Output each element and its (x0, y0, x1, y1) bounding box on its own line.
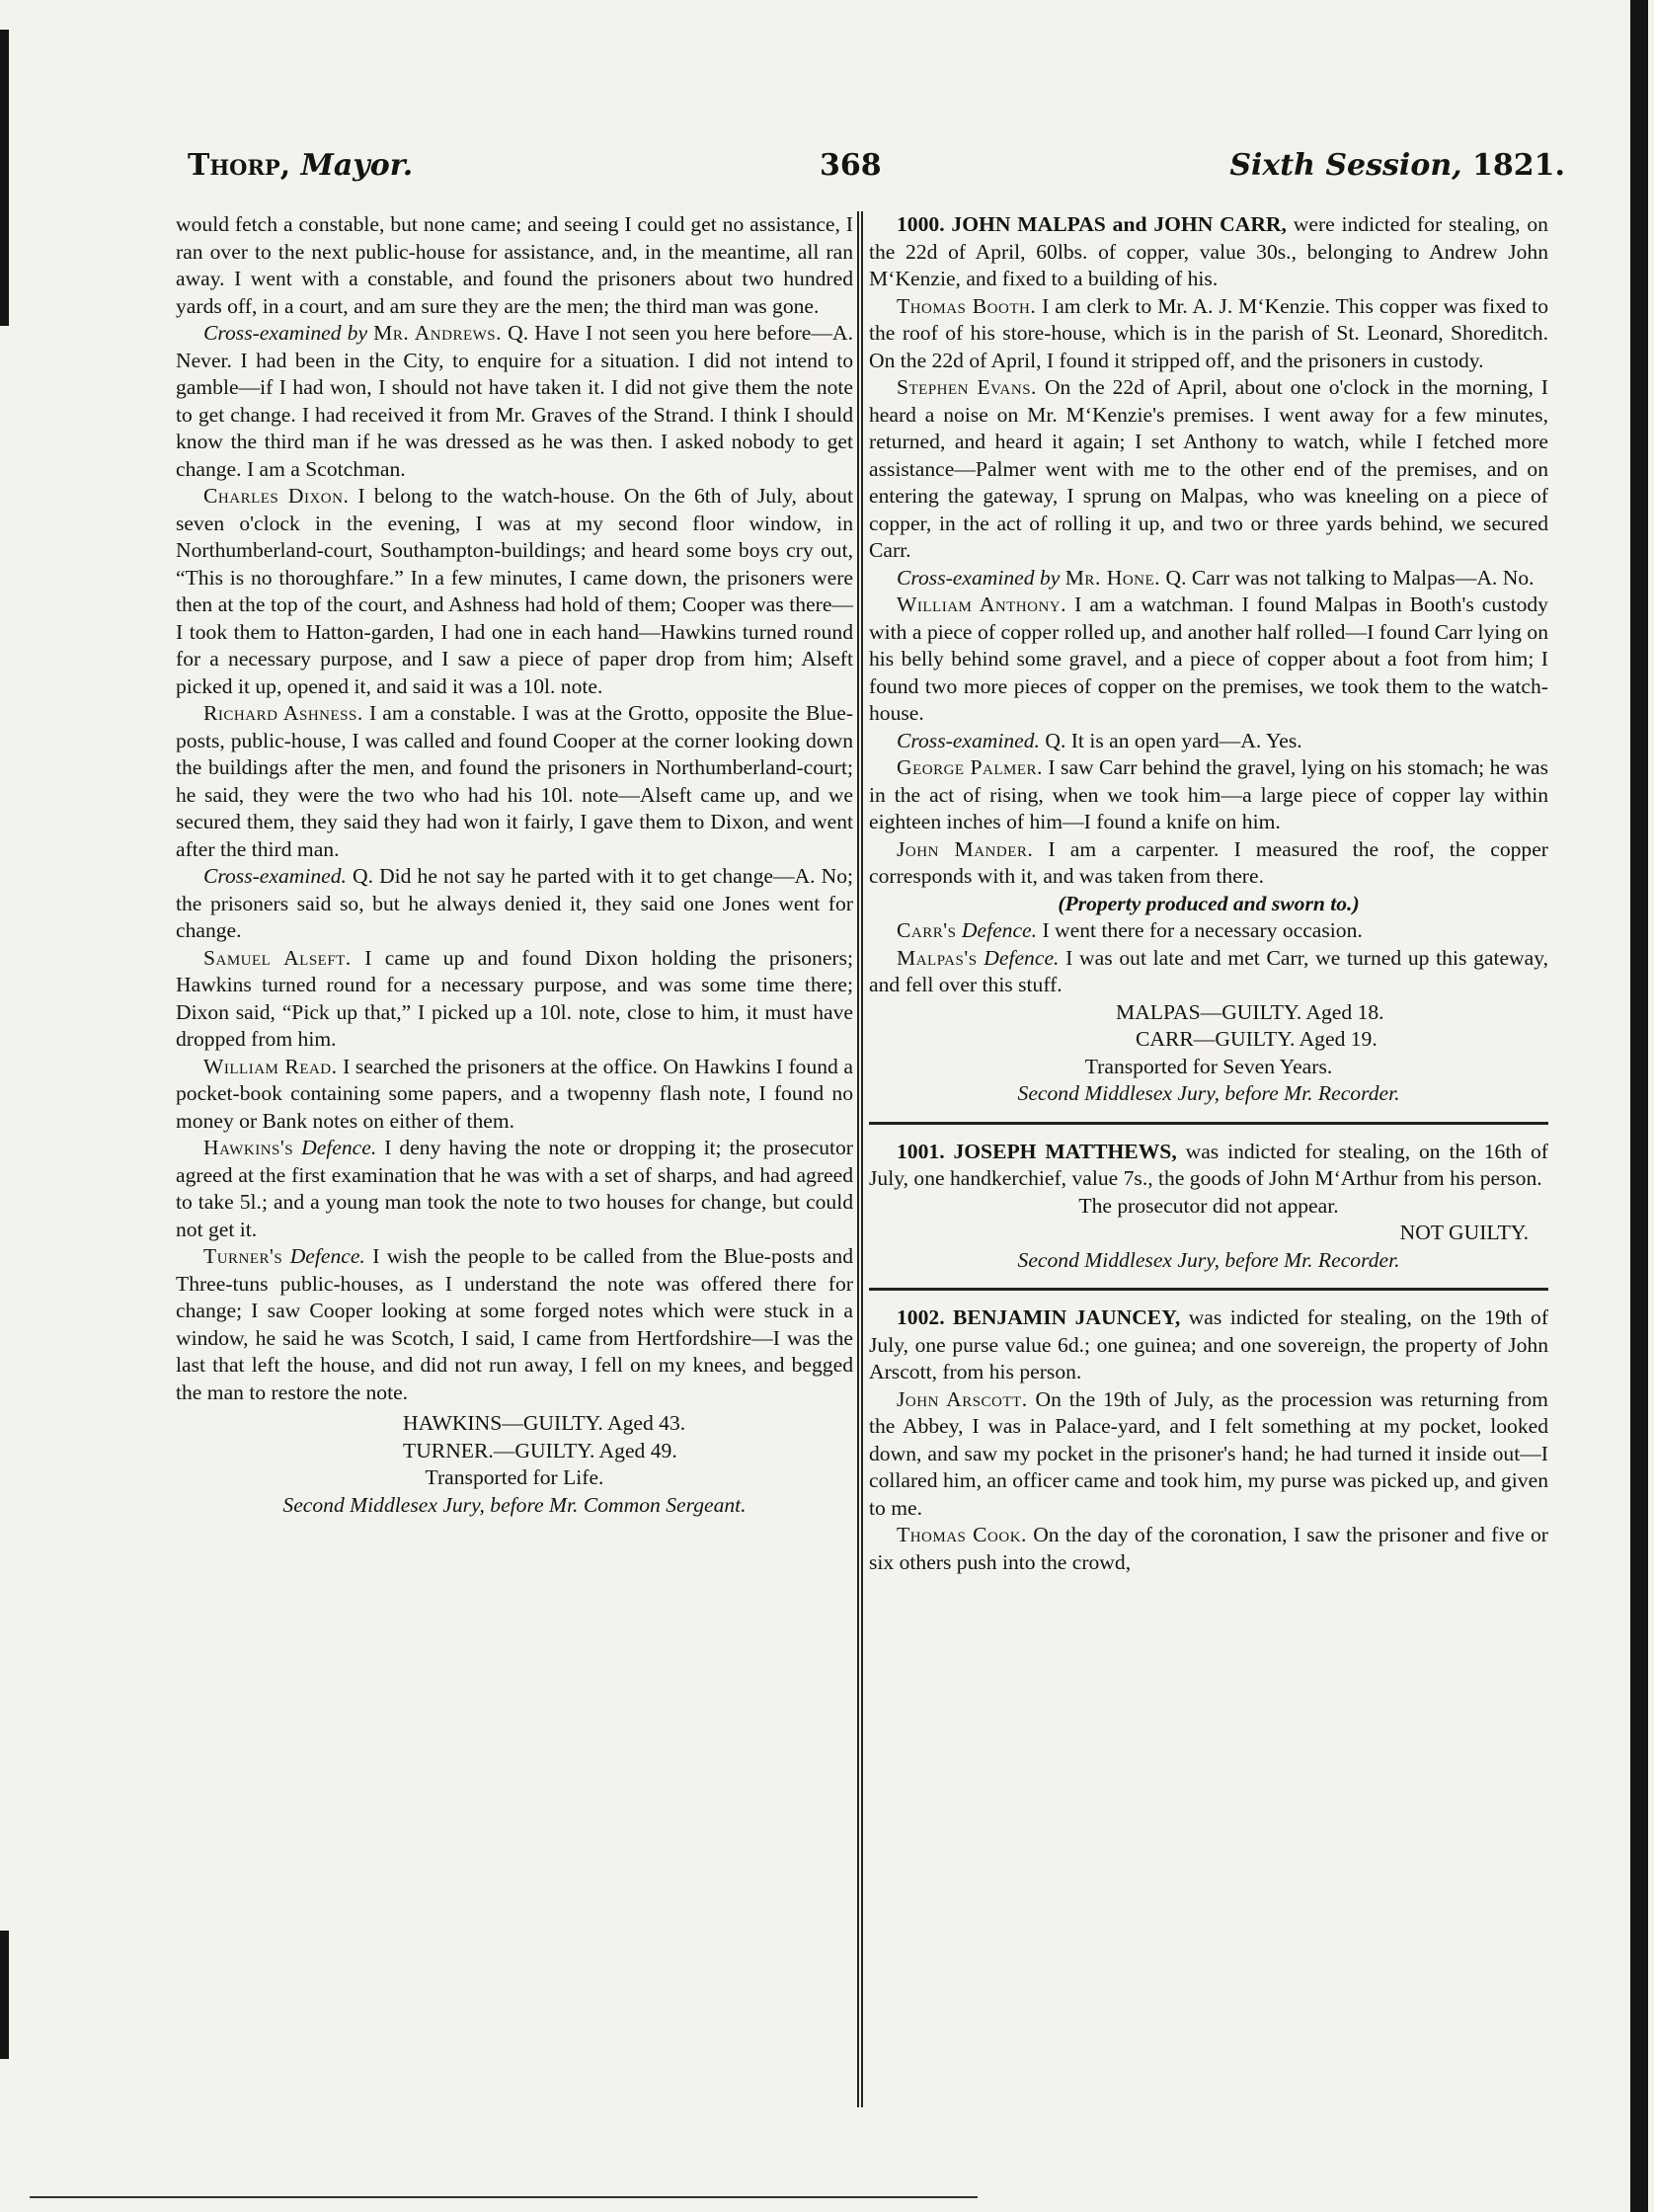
testimony-text: Q. Carr was not talking to Malpas—A. No. (1165, 565, 1535, 590)
case-heading (869, 211, 1548, 293)
case-heading (869, 1304, 1548, 1386)
testimony-text: I belong to the watch-house. On the 6th of July, about seven o'clock in the evening, I was at my second floor window, in Northumberland-court, Southampton-buildings; and heard some boys cry out, “This is no thoroughfare.” In a few minutes, I came down, the prisoners were then at the top of the court, and Ashness had hold of them; Cooper was there—I took them to Hatton-garden, I had one in each hand—Hawkins turned round for a necessary purpose, and I saw a piece of paper drop from him; Alseft picked it up, opened it, and said it was a 10l. note. (176, 484, 853, 698)
testimony-text: On the 19th of July, as the procession was returning from the Abbey, I was in Palace-yard, and I felt something at my pocket, looked down, and saw my pocket in the prisoner's hand; he had turned it inside out—I collared him, an officer came and took him, my purse was picked up, and given to me. (869, 1386, 1548, 1520)
paragraph (176, 483, 853, 700)
testimony-text: I am a carpenter. I measured the roof, the copper corresponds with it, and was taken from there. (869, 836, 1548, 888)
header-session: Sixth Session, (1229, 148, 1462, 183)
paragraph (176, 700, 853, 863)
court-line: Second Middlesex Jury, before Mr. Recorder. (1017, 1081, 1400, 1105)
testimony-text: I went there for a necessary occasion. (1042, 918, 1363, 942)
testimony-text: I searched the prisoners at the office. On Hawkins I found a pocket-book containing some papers, and a twopenny flash note, I found no money or Bank notes on either of them. (176, 1054, 853, 1133)
speaker-name: Thomas Booth. (897, 293, 1037, 318)
defendant-names: 1002. BENJAMIN JAUNCEY, (897, 1305, 1181, 1329)
paragraph (176, 1243, 853, 1406)
court-line: Second Middlesex Jury, before Mr. Common Sergeant. (282, 1492, 747, 1517)
sentence-line: Transported for Seven Years. (1084, 1054, 1333, 1078)
testimony-text: I saw Carr behind the gravel, lying on his stomach; he was in the act of rising, when we took him—a large piece of copper lay within eighteen inches of him—I found a knife on him. (869, 755, 1548, 833)
defendant-names: 1001. JOSEPH MATTHEWS, (897, 1139, 1177, 1163)
header-year: 1821. (1472, 148, 1565, 183)
paragraph (176, 1054, 853, 1136)
paragraph (176, 320, 853, 483)
speaker-name: Richard Ashness. (203, 701, 363, 725)
verdict-line: TURNER.—GUILTY. Aged 49. (403, 1438, 677, 1462)
paragraph (869, 374, 1548, 565)
paragraph (869, 1522, 1548, 1576)
page-number: 368 (820, 148, 882, 183)
paragraph (869, 565, 1548, 592)
paragraph (869, 836, 1548, 891)
speaker-name: William Anthony. (897, 592, 1067, 616)
testimony-text: Q. It is an open yard—A. Yes. (1045, 728, 1302, 752)
paragraph (176, 863, 853, 945)
indictment-text: was indicted for stealing, on the 19th of July, one purse value 6d.; one guinea; and one sovereign, the property of John Arscott, from his person. (869, 1305, 1548, 1383)
paragraph (869, 293, 1548, 375)
left-edge-bar-bottom (0, 1931, 9, 2059)
case-divider (869, 1122, 1548, 1125)
defence-label: Defence. (961, 918, 1038, 942)
header-right (1229, 148, 1565, 183)
paragraph (869, 945, 1548, 999)
property-note: (Property produced and sworn to.) (1058, 891, 1360, 915)
indictment-text: were indicted for stealing, on the 22d of April, 60lbs. of copper, value 30s., belonging to Andrew John M‘Kenzie, and fixed to a building of his. (869, 212, 1548, 290)
speaker-name: George Palmer. (897, 755, 1043, 779)
testimony-text: Q. Have I not seen you here before—A. Never. I had been in the City, to enquire for a situation. I did not intend to gamble—if I had won, I should not have taken it. I did not give them the note to get change. I had received it from Mr. Graves of the Strand. I think I should know the third man if he was dressed as he was then. I asked nobody to get change. I am a Scotchman. (176, 321, 853, 481)
header-left (188, 148, 413, 183)
speaker-name: Hawkins's (203, 1136, 294, 1159)
right-column (869, 211, 1548, 2107)
testimony-text: On the 22d of April, about one o'clock in the morning, I heard a noise on Mr. M‘Kenzie's premises. I went away for a few minutes, returned, and heard it again; I set Anthony to watch, while I fetched more assistance—Palmer went with me to the other end of the premises, and on entering the gateway, I sprung on Malpas, who was kneeling on a piece of copper, in the act of rolling it up, and two or three yards behind, we secured Carr. (869, 375, 1548, 562)
testimony-text: Q. Did he not say he parted with it to get change—A. No; the prisoners said so, but he always denied it, they said one Jones went for change. (176, 864, 853, 942)
speaker-name: Samuel Alseft. (203, 945, 352, 970)
defence-label: Defence. (289, 1244, 365, 1268)
bottom-rule (30, 2196, 978, 2198)
testimony-text: I am a constable. I was at the Grotto, opposite the Blue-posts, public-house, I was called and found Cooper at the corner looking down the buildings after the men, and found the prisoners in Northumberland-court; he said, they were the two who had his 10l. note—Alseft came up, and we secured them, they said they had won it fairly, I gave them to Dixon, and went after the third man. (176, 701, 853, 861)
cross-label: Cross-examined by (897, 565, 1061, 590)
speaker-name: Stephen Evans. (897, 375, 1037, 399)
page-header (188, 148, 1565, 196)
left-column (176, 211, 853, 2107)
paragraph (176, 1135, 853, 1243)
speaker-name: John Arscott. (897, 1386, 1028, 1411)
verdict-line: NOT GUILTY. (1399, 1221, 1529, 1244)
paragraph (869, 1386, 1548, 1523)
speaker-name: Carr's (897, 918, 957, 942)
testimony-text: I was out late and met Carr, we turned up this gateway, and fell over this stuff. (869, 945, 1548, 996)
indictment-text: was indicted for stealing, on the 16th of July, one handkerchief, value 7s., the goods of John M‘Arthur from his person. (869, 1139, 1548, 1190)
header-mayor-title: Mayor. (300, 148, 414, 183)
testimony-text: I deny having the note or dropping it; the prosecutor agreed at the first examination that he was with a set of sharps, and had agreed to take 5l.; and a young man took the note to two houses for change, but could not get it. (176, 1136, 853, 1241)
sentence-line: Transported for Life. (425, 1465, 604, 1489)
speaker-name: Thomas Cook. (897, 1523, 1027, 1546)
header-mayor-name: Thorp, (188, 148, 291, 183)
defence-label: Defence. (301, 1136, 377, 1159)
defendant-names: 1000. JOHN MALPAS and JOHN CARR, (897, 212, 1287, 236)
speaker-name: Mr. Hone. (1064, 565, 1161, 590)
case-heading (869, 1139, 1548, 1193)
column-divider (857, 211, 863, 2107)
paragraph (869, 917, 1548, 945)
speaker-name: Charles Dixon. (203, 484, 350, 508)
cross-label: Cross-examined by (203, 321, 368, 345)
no-appearance-line: The prosecutor did not appear. (1078, 1193, 1339, 1218)
cross-label: Cross-examined. (897, 728, 1040, 752)
paragraph (869, 592, 1548, 728)
case-divider (869, 1288, 1548, 1291)
paragraph: would fetch a constable, but none came; and seeing I could get no assistance, I ran over to the next public-house for assistance, and, in the meantime, all ran away. I went with a constable, and found the prisoners about two hundred yards off, in a court, and am sure they are the men; the third man was gone. (176, 212, 853, 318)
left-edge-bar-top (0, 30, 9, 326)
speaker-name: Mr. Andrews. (373, 321, 503, 345)
testimony-text: I came up and found Dixon holding the prisoners; Hawkins turned round for a necessary purpose, and was some time there; Dixon said, “Pick up that,” I picked up a 10l. note, close to him, it must have dropped from him. (176, 945, 853, 1051)
paragraph (869, 728, 1548, 755)
cross-label: Cross-examined. (203, 864, 347, 888)
verdict-line: MALPAS—GUILTY. Aged 18. (1116, 999, 1384, 1024)
testimony-text: I am clerk to Mr. A. J. M‘Kenzie. This copper was fixed to the roof of his store-house, which is in the parish of St. Leonard, Shoreditch. On the 22d of April, I found it stripped off, and the prisoners in custody. (869, 293, 1548, 372)
testimony-text: On the day of the coronation, I saw the prisoner and five or six others push into the crowd, (869, 1523, 1548, 1574)
verdict-line: CARR—GUILTY. Aged 19. (1136, 1027, 1378, 1051)
speaker-name: Turner's (203, 1244, 283, 1268)
defence-label: Defence. (984, 945, 1060, 970)
speaker-name: John Mander. (897, 836, 1034, 861)
speaker-name: William Read. (203, 1054, 338, 1078)
right-edge-bar (1630, 0, 1648, 2212)
paragraph (869, 754, 1548, 836)
testimony-text: I am a watchman. I found Malpas in Booth's custody with a piece of copper rolled up, and another half rolled—I found Carr lying on his belly behind some gravel, and a piece of copper about a foot from him; I found two more pieces of copper on the premises, we took them to the watch-house. (869, 592, 1548, 725)
court-line: Second Middlesex Jury, before Mr. Recorder. (1017, 1247, 1400, 1272)
speaker-name: Malpas's (897, 945, 978, 970)
paragraph (176, 945, 853, 1054)
verdict-line: HAWKINS—GUILTY. Aged 43. (403, 1411, 686, 1435)
testimony-text: I wish the people to be called from the Blue-posts and Three-tuns public-houses, as I understand the note was offered there for change; I saw Cooper looking at some forged notes which were stuck in a window, he said he was Scotch, I said, I came from Hertfordshire—I was the last that left the house, and did not run away, I fell on my knees, and begged the man to restore the note. (176, 1244, 853, 1404)
